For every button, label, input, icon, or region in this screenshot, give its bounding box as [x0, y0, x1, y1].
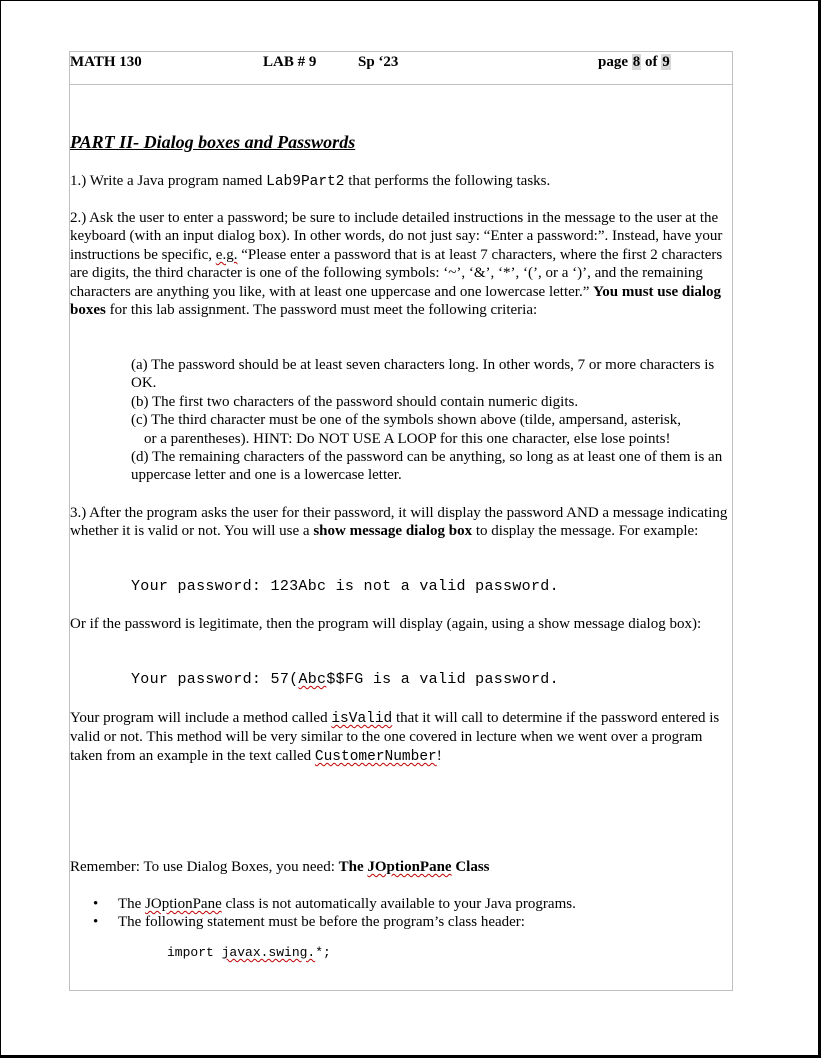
- example-valid-password: [131, 671, 559, 688]
- example-invalid-password: Your password: 123Abc is not a valid password.: [131, 578, 559, 595]
- step1-paragraph: [70, 172, 732, 191]
- criterion-d: (d) The remaining characters of the password can be anything, so long as at least one of them is an uppercase letter and one is a lowercase letter.: [131, 449, 723, 484]
- bullet-marker-2: •: [93, 914, 99, 930]
- course-label: MATH 130: [70, 54, 142, 70]
- step3-bold: show message dialog box: [313, 523, 473, 540]
- remember-joptionpane: JOptionPane: [367, 859, 452, 875]
- bullet-item-1: [118, 895, 576, 913]
- legitimate-paragraph: Or if the password is legitimate, then the program will display (again, using a show message dialog box):: [70, 616, 702, 632]
- page-current-field[interactable]: 8: [632, 54, 641, 70]
- term-label: Sp ‘23: [358, 54, 399, 70]
- method-paragraph: [70, 709, 732, 766]
- bullet-marker-1: •: [93, 896, 99, 912]
- criterion-c-line2: or a parentheses). HINT: Do NOT USE A LOOP for this one character, else lose points!: [144, 431, 671, 447]
- method-name: isValid: [331, 711, 393, 727]
- example2-prefix: Your password: 57(: [131, 671, 299, 688]
- criterion-c-line1: (c) The third character must be one of the symbols shown above (tilde, ampersand, asterisk,: [131, 412, 681, 428]
- step1-after: that performs the following tasks.: [344, 173, 551, 189]
- import-keyword: import: [167, 945, 222, 960]
- import-package: javax.swing.: [221, 945, 316, 960]
- bullet-item-2: The following statement must be before the program’s class header:: [118, 914, 525, 930]
- lab-label: LAB # 9: [263, 54, 317, 70]
- example2-wavy: Abc: [298, 671, 327, 688]
- import-star: *;: [315, 945, 331, 960]
- remember-bold-pre: The: [338, 859, 368, 875]
- criterion-a: (a) The password should be at least seven characters long. In other words, 7 or more characters is OK.: [131, 357, 715, 392]
- eg-text: e.g.: [215, 246, 238, 263]
- remember-line: [70, 858, 490, 876]
- method-part1: Your program will include a method called: [70, 710, 332, 726]
- page-prefix: page: [598, 54, 632, 70]
- step2-part3: for this lab assignment. The password must meet the following criteria:: [105, 302, 538, 319]
- section-title: PART II- Dialog boxes and Passwords: [70, 132, 356, 152]
- step2-bold: You must use dialog boxes: [70, 283, 722, 319]
- method-part3: !: [436, 747, 442, 764]
- step3-part2: to display the message. For example:: [472, 523, 699, 540]
- page-total-field[interactable]: 9: [662, 54, 670, 70]
- import-statement: [167, 945, 331, 960]
- step2-part1: 2.) Ask the user to enter a password; be sure to include detailed instructions in the message to the user at the keyboard (with an input dialog box). In other words, do not just say: “Enter a password:”. Instead, have your instructions be specific,: [70, 210, 723, 263]
- example2-suffix: $$FG is a valid password.: [326, 671, 559, 688]
- bullet1-joptionpane: JOptionPane: [145, 896, 222, 912]
- step2-part2: “Please enter a password that is at least 7 characters, where the first 2 characters are digits, the third character is one of the following symbols: ‘~’, ‘&’, ‘*’, ‘(’, or a ‘)’, and the remaining characters are anything you like, with at least one uppercase and one lowercase letter.”: [70, 246, 723, 300]
- step2-paragraph: [70, 209, 732, 319]
- criterion-b: (b) The first two characters of the password should contain numeric digits.: [131, 394, 579, 410]
- bullet1-post: class is not automatically available to your Java programs.: [221, 896, 576, 912]
- remember-bold-post: Class: [451, 859, 490, 875]
- class-name: CustomerNumber: [314, 748, 437, 765]
- step3-paragraph: [70, 504, 732, 541]
- method-part2: that it will call to determine if the password entered is valid or not. This method will be very similar to the one covered in lecture when we went over a program taken from an example in the text called: [70, 710, 720, 764]
- remember-prefix: Remember: To use Dialog Boxes, you need:: [70, 859, 339, 875]
- bullet1-pre: The: [118, 896, 146, 912]
- step1-before: 1.) Write a Java program named: [70, 173, 267, 189]
- header-divider: [69, 84, 733, 85]
- page-of: of: [641, 54, 662, 70]
- program-name: Lab9Part2: [266, 174, 345, 190]
- step3-part1: 3.) After the program asks the user for their password, it will display the password AND a message indicating whether it is valid or not. You will use a: [70, 505, 728, 540]
- page-number: [598, 53, 671, 71]
